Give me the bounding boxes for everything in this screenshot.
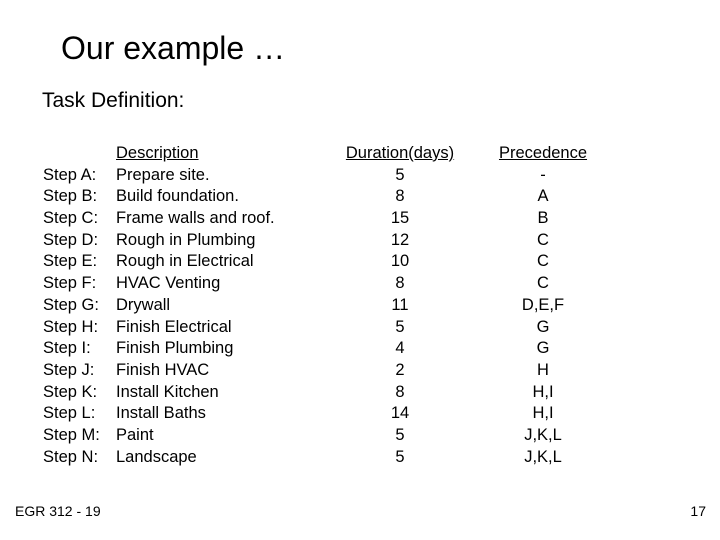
step-cell: Step H: <box>43 317 99 336</box>
precedence-cell: C <box>537 274 549 293</box>
description-cell: Install Baths <box>116 404 206 423</box>
step-cell: Step M: <box>43 425 100 444</box>
duration-cell: 5 <box>395 425 405 444</box>
duration-cell: 5 <box>395 165 405 184</box>
precedence-cell: B <box>537 209 549 228</box>
step-header <box>43 143 113 165</box>
description-header: Description <box>116 144 199 162</box>
description-cell: Finish Electrical <box>116 317 232 336</box>
step-cell: Step K: <box>43 382 98 401</box>
step-cell: Step I: <box>43 339 91 358</box>
duration-column <box>330 143 470 468</box>
description-cell: Finish Plumbing <box>116 339 234 358</box>
duration-cell: 14 <box>390 404 410 423</box>
duration-header: Duration(days) <box>345 144 455 162</box>
precedence-cell: D,E,F <box>521 295 565 314</box>
precedence-cell: G <box>536 339 550 358</box>
description-cell: Frame walls and roof. <box>116 209 275 228</box>
precedence-cell: C <box>537 252 549 271</box>
step-cell: Step B: <box>43 187 98 206</box>
description-cell: Paint <box>116 425 154 444</box>
duration-cell: 15 <box>390 209 410 228</box>
step-cell: Step C: <box>43 209 99 228</box>
step-cell: Step J: <box>43 360 95 379</box>
duration-cell: 8 <box>395 382 405 401</box>
precedence-cell: - <box>540 165 546 184</box>
precedence-cell: G <box>536 317 550 336</box>
duration-cell: 11 <box>391 295 409 314</box>
step-cell: Step E: <box>43 252 98 271</box>
step-cell: Step F: <box>43 274 97 293</box>
slide-title: Our example … <box>61 30 286 66</box>
precedence-cell: A <box>537 187 549 206</box>
duration-cell: 8 <box>395 187 405 206</box>
precedence-cell: H,I <box>532 404 554 423</box>
step-cell: Step D: <box>43 230 99 249</box>
description-cell: Finish HVAC <box>116 360 210 379</box>
description-cell: Rough in Plumbing <box>116 230 256 249</box>
precedence-cell: J,K,L <box>524 447 562 466</box>
description-cell: Drywall <box>116 295 171 314</box>
duration-cell: 4 <box>395 339 405 358</box>
footer-course: EGR 312 - 19 <box>15 503 101 519</box>
description-cell: Install Kitchen <box>116 382 219 401</box>
duration-cell: 8 <box>395 274 405 293</box>
description-cell: Landscape <box>116 447 197 466</box>
precedence-cell: H <box>537 360 549 379</box>
precedence-cell: C <box>537 230 549 249</box>
footer-page-number: 17 <box>690 503 706 519</box>
description-cell: Build foundation. <box>116 187 239 206</box>
duration-cell: 12 <box>390 230 410 249</box>
duration-cell: 5 <box>395 447 405 466</box>
description-column <box>116 143 316 468</box>
step-cell: Step L: <box>43 404 96 423</box>
step-cell: Step N: <box>43 447 99 466</box>
precedence-header: Precedence <box>498 144 588 162</box>
step-cell: Step A: <box>43 165 97 184</box>
precedence-cell: H,I <box>532 382 554 401</box>
precedence-column <box>483 143 603 468</box>
description-cell: Rough in Electrical <box>116 252 254 271</box>
precedence-cell: J,K,L <box>524 425 562 444</box>
step-cell: Step G: <box>43 295 99 314</box>
slide-subtitle: Task Definition: <box>42 89 185 112</box>
duration-cell: 5 <box>395 317 405 336</box>
description-cell: Prepare site. <box>116 165 210 184</box>
duration-cell: 2 <box>395 360 405 379</box>
description-cell: HVAC Venting <box>116 274 221 293</box>
step-column <box>43 143 113 468</box>
duration-cell: 10 <box>390 252 410 271</box>
